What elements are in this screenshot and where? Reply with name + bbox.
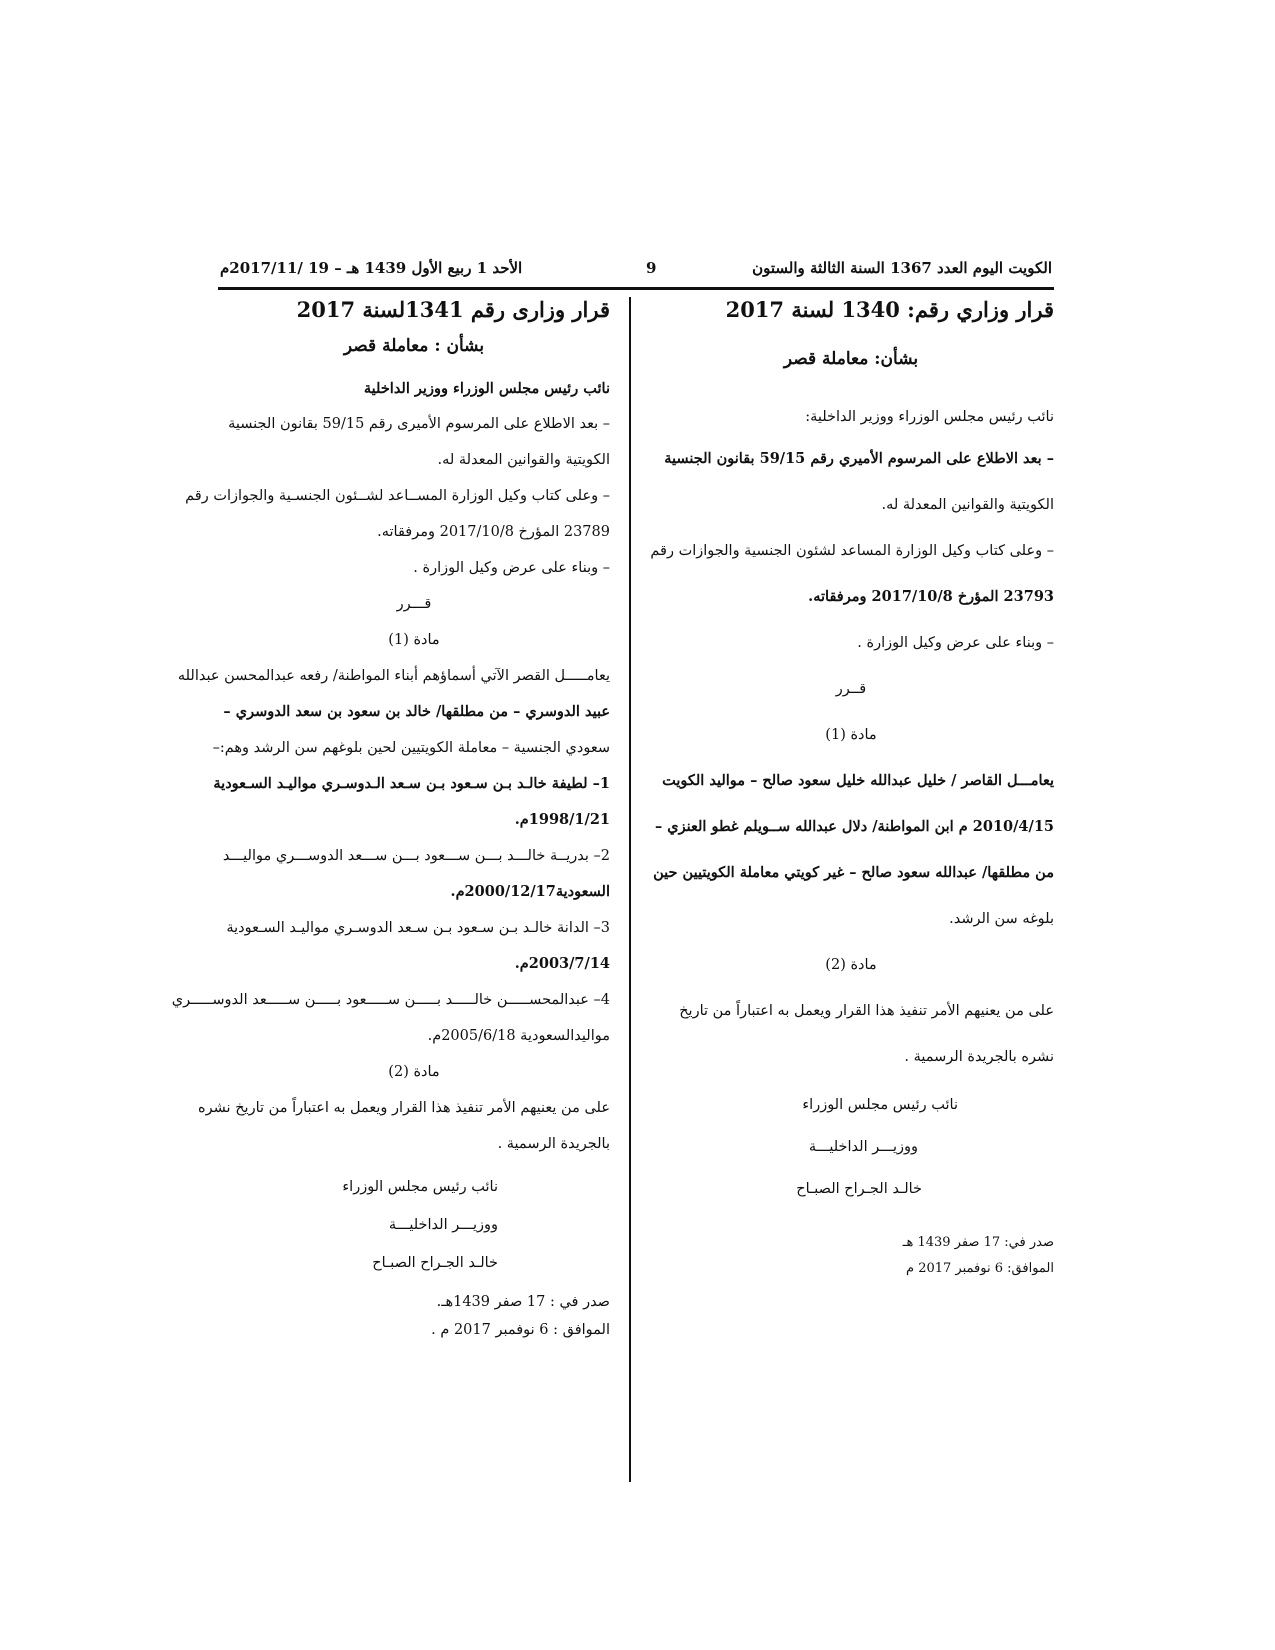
article-line: 2010/4/15 م ابن المواطنة/ دلال عبدالله ســويلم غطو العنزي – xyxy=(655,818,1054,835)
preamble-line: – وبناء على عرض وكيل الوزارة . xyxy=(413,560,610,576)
preamble-line: الكويتية والقوانين المعدلة له. xyxy=(437,452,610,468)
signature-title: ووزيـــر الداخليـــة xyxy=(388,1217,498,1233)
preamble-line: – بعد الاطلاع على المرسوم الأميرى رقم 59/15 بقانون الجنسية xyxy=(228,416,610,432)
issue-date: الأحد 1 ربيع الأول 1439 هـ – 19 /2017/11م xyxy=(220,259,523,277)
issue-date-gregorian: الموافق : 6 نوفمبر 2017 م . xyxy=(431,1322,610,1338)
article-1-heading: مادة (1) xyxy=(825,727,877,743)
article-1-heading: مادة (1) xyxy=(388,632,440,648)
list-item: مواليدالسعودية 2005/6/18م. xyxy=(427,1028,610,1044)
article-line: يعامـــــل القصر الآتي أسماؤهم أبناء المواطنة/ رفعه عبدالمحسن عبدالله xyxy=(177,668,610,684)
preamble-line: 23789 المؤرخ 2017/10/8 ومرفقاته. xyxy=(377,524,610,540)
list-item: 4– عبدالمحســـــن خالـــــد بـــــن ســـــعود بـــــن ســـــعد الدوســـــري xyxy=(171,992,610,1008)
article-line: على من يعنيهم الأمر تنفيذ هذا القرار ويعمل به اعتباراً من تاريخ نشره xyxy=(198,1100,610,1116)
preamble-line: – وعلى كتاب وكيل الوزارة المســاعد لشــئون الجنسـية والجوازات رقم xyxy=(185,488,610,504)
issue-date-gregorian: الموافق: 6 نوفمبر 2017 م xyxy=(906,1261,1054,1276)
preamble-line: – بعد الاطلاع على المرسوم الأميري رقم 59/15 بقانون الجنسية xyxy=(664,450,1054,467)
article-2-heading: مادة (2) xyxy=(388,1064,440,1080)
decision-1341 xyxy=(171,297,610,1344)
column-divider xyxy=(629,297,631,1482)
preamble-line: – وبناء على عرض وكيل الوزارة . xyxy=(857,635,1054,651)
list-item: 2003/7/14م. xyxy=(514,955,610,972)
article-line: بلوغه سن الرشد. xyxy=(949,911,1054,927)
decision-subject: بشأن : معاملة قصر xyxy=(343,336,485,356)
decision-title: قرار وزاري رقم: 1340 لسنة 2017 xyxy=(725,297,1054,322)
preamble-line: – وعلى كتاب وكيل الوزارة المساعد لشئون الجنسية والجوازات رقم xyxy=(650,543,1054,559)
signature-title: نائب رئيس مجلس الوزراء xyxy=(342,1179,498,1195)
list-item: السعودية2000/12/17م. xyxy=(450,883,610,900)
article-line: عبيد الدوسري – من مطلقها/ خالد بن سعود بن سعد الدوسري – xyxy=(223,703,610,720)
list-item: 1– لطيفة خالـد بـن سـعود بـن سـعد الـدوسـري مواليـد السـعودية xyxy=(213,775,610,792)
article-2-heading: مادة (2) xyxy=(825,957,877,973)
decision-subject: بشأن: معاملة قصر xyxy=(783,349,919,369)
list-item: 2– بدريــة خالـــد بـــن ســـعود بـــن ســـعد الدوســـري مواليـــد xyxy=(222,848,610,864)
preamble-line: الكويتية والقوانين المعدلة له. xyxy=(881,497,1054,513)
page-number: 9 xyxy=(646,259,657,277)
article-line: سعودي الجنسية – معاملة الكويتيين لحين بلوغهم سن الرشد وهم:– xyxy=(212,740,610,756)
article-line: بالجريدة الرسمية . xyxy=(497,1136,610,1152)
signature-title: نائب رئيس مجلس الوزراء xyxy=(802,1097,958,1113)
article-line: من مطلقها/ عبدالله سعود صالح – غير كويتي معاملة الكويتيين حين xyxy=(653,864,1054,881)
signature-name: خالـد الجـراح الصبـاح xyxy=(796,1181,922,1197)
decided-heading: قــرر xyxy=(835,681,867,697)
article-line: نشره بالجريدة الرسمية . xyxy=(904,1049,1054,1065)
decided-heading: قـــرر xyxy=(396,596,432,612)
list-item: 3– الدانة خالـد بـن سـعود بـن سـعد الدوسـري مواليـد السـعودية xyxy=(226,920,610,936)
issuing-authority: نائب رئيس مجلس الوزراء ووزير الداخلية xyxy=(363,380,610,397)
issue-date-hijri: صدر في : 17 صفر 1439هـ. xyxy=(436,1294,610,1310)
preamble-line: 23793 المؤرخ 2017/10/8 ومرفقاته. xyxy=(808,588,1054,605)
list-item: 1998/1/21م. xyxy=(514,811,610,828)
decision-title: قرار وزارى رقم 1341لسنة 2017 xyxy=(296,297,610,322)
article-line: يعامـــل القاصر / خليل عبدالله خليل سعود صالح – مواليد الكويت xyxy=(662,772,1054,789)
article-line: على من يعنيهم الأمر تنفيذ هذا القرار ويعمل به اعتباراً من تاريخ xyxy=(679,1003,1054,1019)
signature-name: خالـد الجـراح الصبـاح xyxy=(372,1255,498,1271)
issue-date-hijri: صدر في: 17 صفر 1439 هـ xyxy=(902,1235,1054,1250)
gazette-header xyxy=(218,257,1054,290)
issuing-authority: نائب رئيس مجلس الوزراء ووزير الداخلية: xyxy=(805,409,1054,425)
issue-info: الكويت اليوم العدد 1367 السنة الثالثة والستون xyxy=(752,259,1052,277)
signature-title: ووزيـــر الداخليـــة xyxy=(808,1139,918,1155)
decision-1340 xyxy=(648,297,1054,1282)
